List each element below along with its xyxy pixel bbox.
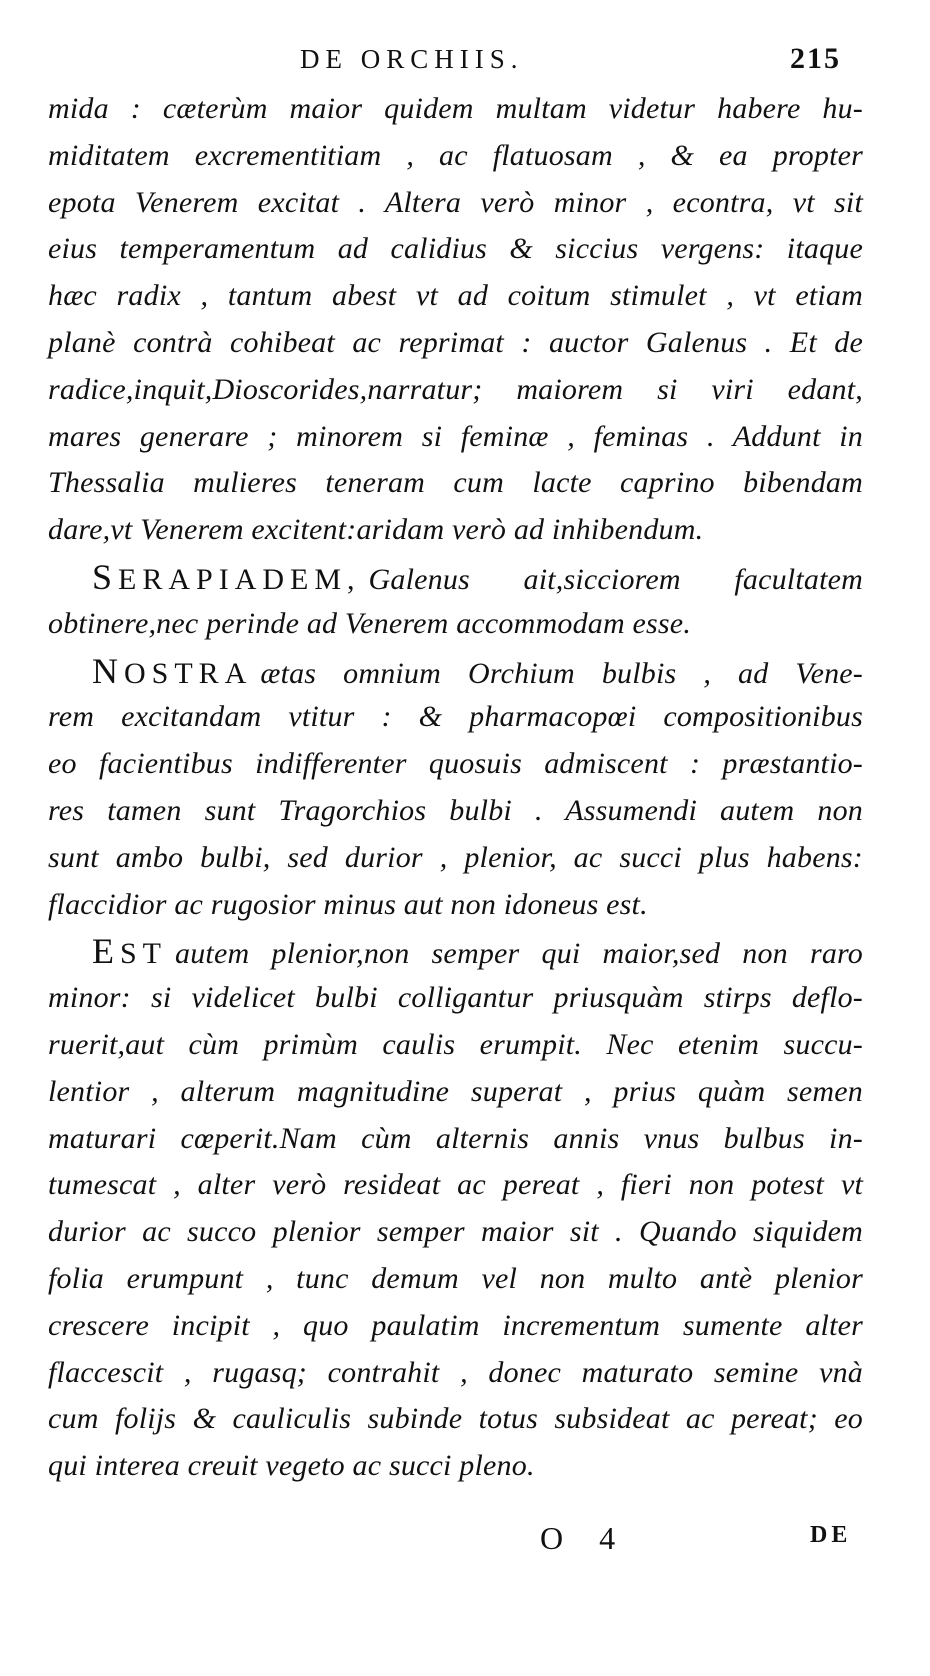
text-line: ruerit,aut cùm primùm caulis erumpit. Nec etenim succu- <box>48 1027 863 1061</box>
text-line: eo facientibus indifferenter quosuis admiscent : præstantio- <box>48 747 863 781</box>
text-line: planè contrà cohibeat ac reprimat : auctor Galenus . Et de <box>48 325 863 359</box>
text-line: sunt ambo bulbi, sed durior , plenior, ac succi plus habens: <box>48 840 863 874</box>
text-line: dare,vt Venerem excitent:aridam verò ad inhibendum. <box>48 513 704 547</box>
small-caps-lead: EST <box>92 931 168 972</box>
text-line: lentior , alterum magnitudine superat , prius quàm semen <box>48 1074 863 1108</box>
text-line: epota Venerem excitat . Altera verò minor , econtra, vt sit <box>48 185 863 219</box>
page-footer <box>0 1520 930 1570</box>
text-line: radice,inquit,Dioscorides,narratur; maiorem si viri edant, <box>48 372 863 406</box>
paragraph-first-line: NOSTRA ætas omnium Orchium bulbis , ad Vene- <box>48 648 863 695</box>
text-line: minor: si videlicet bulbi colligantur priusquàm stirps deflo- <box>48 981 863 1015</box>
text-line: durior ac succo plenior semper maior sit . Quando siquidem <box>48 1215 863 1249</box>
text-line: mida : cæterùm maior quidem multam videtur habere hu- <box>48 92 863 125</box>
page-number: 215 <box>790 42 841 75</box>
text-line: flaccescit , rugasq; contrahit , donec maturato semine vnà <box>48 1355 863 1389</box>
text-line: tumescat , alter verò resideat ac pereat , fieri non potest vt <box>48 1168 863 1202</box>
text-line: obtinere,nec perinde ad Venerem accommodam esse. <box>48 606 692 640</box>
text-line: res tamen sunt Tragorchios bulbi . Assumendi autem non <box>48 793 863 827</box>
text-line: crescere incipit , quo paulatim incrementum sumente alter <box>48 1308 863 1342</box>
small-caps-lead: NOSTRA <box>92 650 253 691</box>
text-line: eius temperamentum ad calidius & siccius vergens: itaque <box>48 232 863 266</box>
text-line: rem excitandam vtitur : & pharmacopœi compositionibus <box>48 700 863 734</box>
small-caps-lead: SERAPIADEM, <box>92 556 361 597</box>
page-header <box>0 44 930 84</box>
catchword: DE <box>810 1522 852 1548</box>
body-text <box>48 86 863 1490</box>
text-line: miditatem excrementitiam , ac flatuosam , & ea propter <box>48 138 863 172</box>
text-line: hæc radix , tantum abest vt ad coitum stimulet , vt etiam <box>48 279 863 313</box>
paragraph-first-line: EST autem plenior,non semper qui maior,sed non raro <box>48 928 863 975</box>
text-line: maturari cœperit.Nam cùm alternis annis vnus bulbus in- <box>48 1121 863 1155</box>
text-line: cum folijs & cauliculis subinde totus subsideat ac pereat; eo <box>48 1402 863 1436</box>
running-title: DE ORCHIIS. <box>300 44 524 74</box>
signature-mark: O 4 <box>540 1520 630 1556</box>
text-line: qui interea creuit vegeto ac succi pleno. <box>48 1449 535 1483</box>
text-line: mares generare ; minorem si feminæ , feminas . Addunt in <box>48 419 863 453</box>
text-line: Thessalia mulieres teneram cum lacte caprino bibendam <box>48 466 863 500</box>
paragraph-first-line: SERAPIADEM, Galenus ait,sicciorem facultatem <box>48 554 863 601</box>
text-line: flaccidior ac rugosior minus aut non idoneus est. <box>48 887 648 921</box>
text-line: folia erumpunt , tunc demum vel non multo antè plenior <box>48 1261 863 1295</box>
